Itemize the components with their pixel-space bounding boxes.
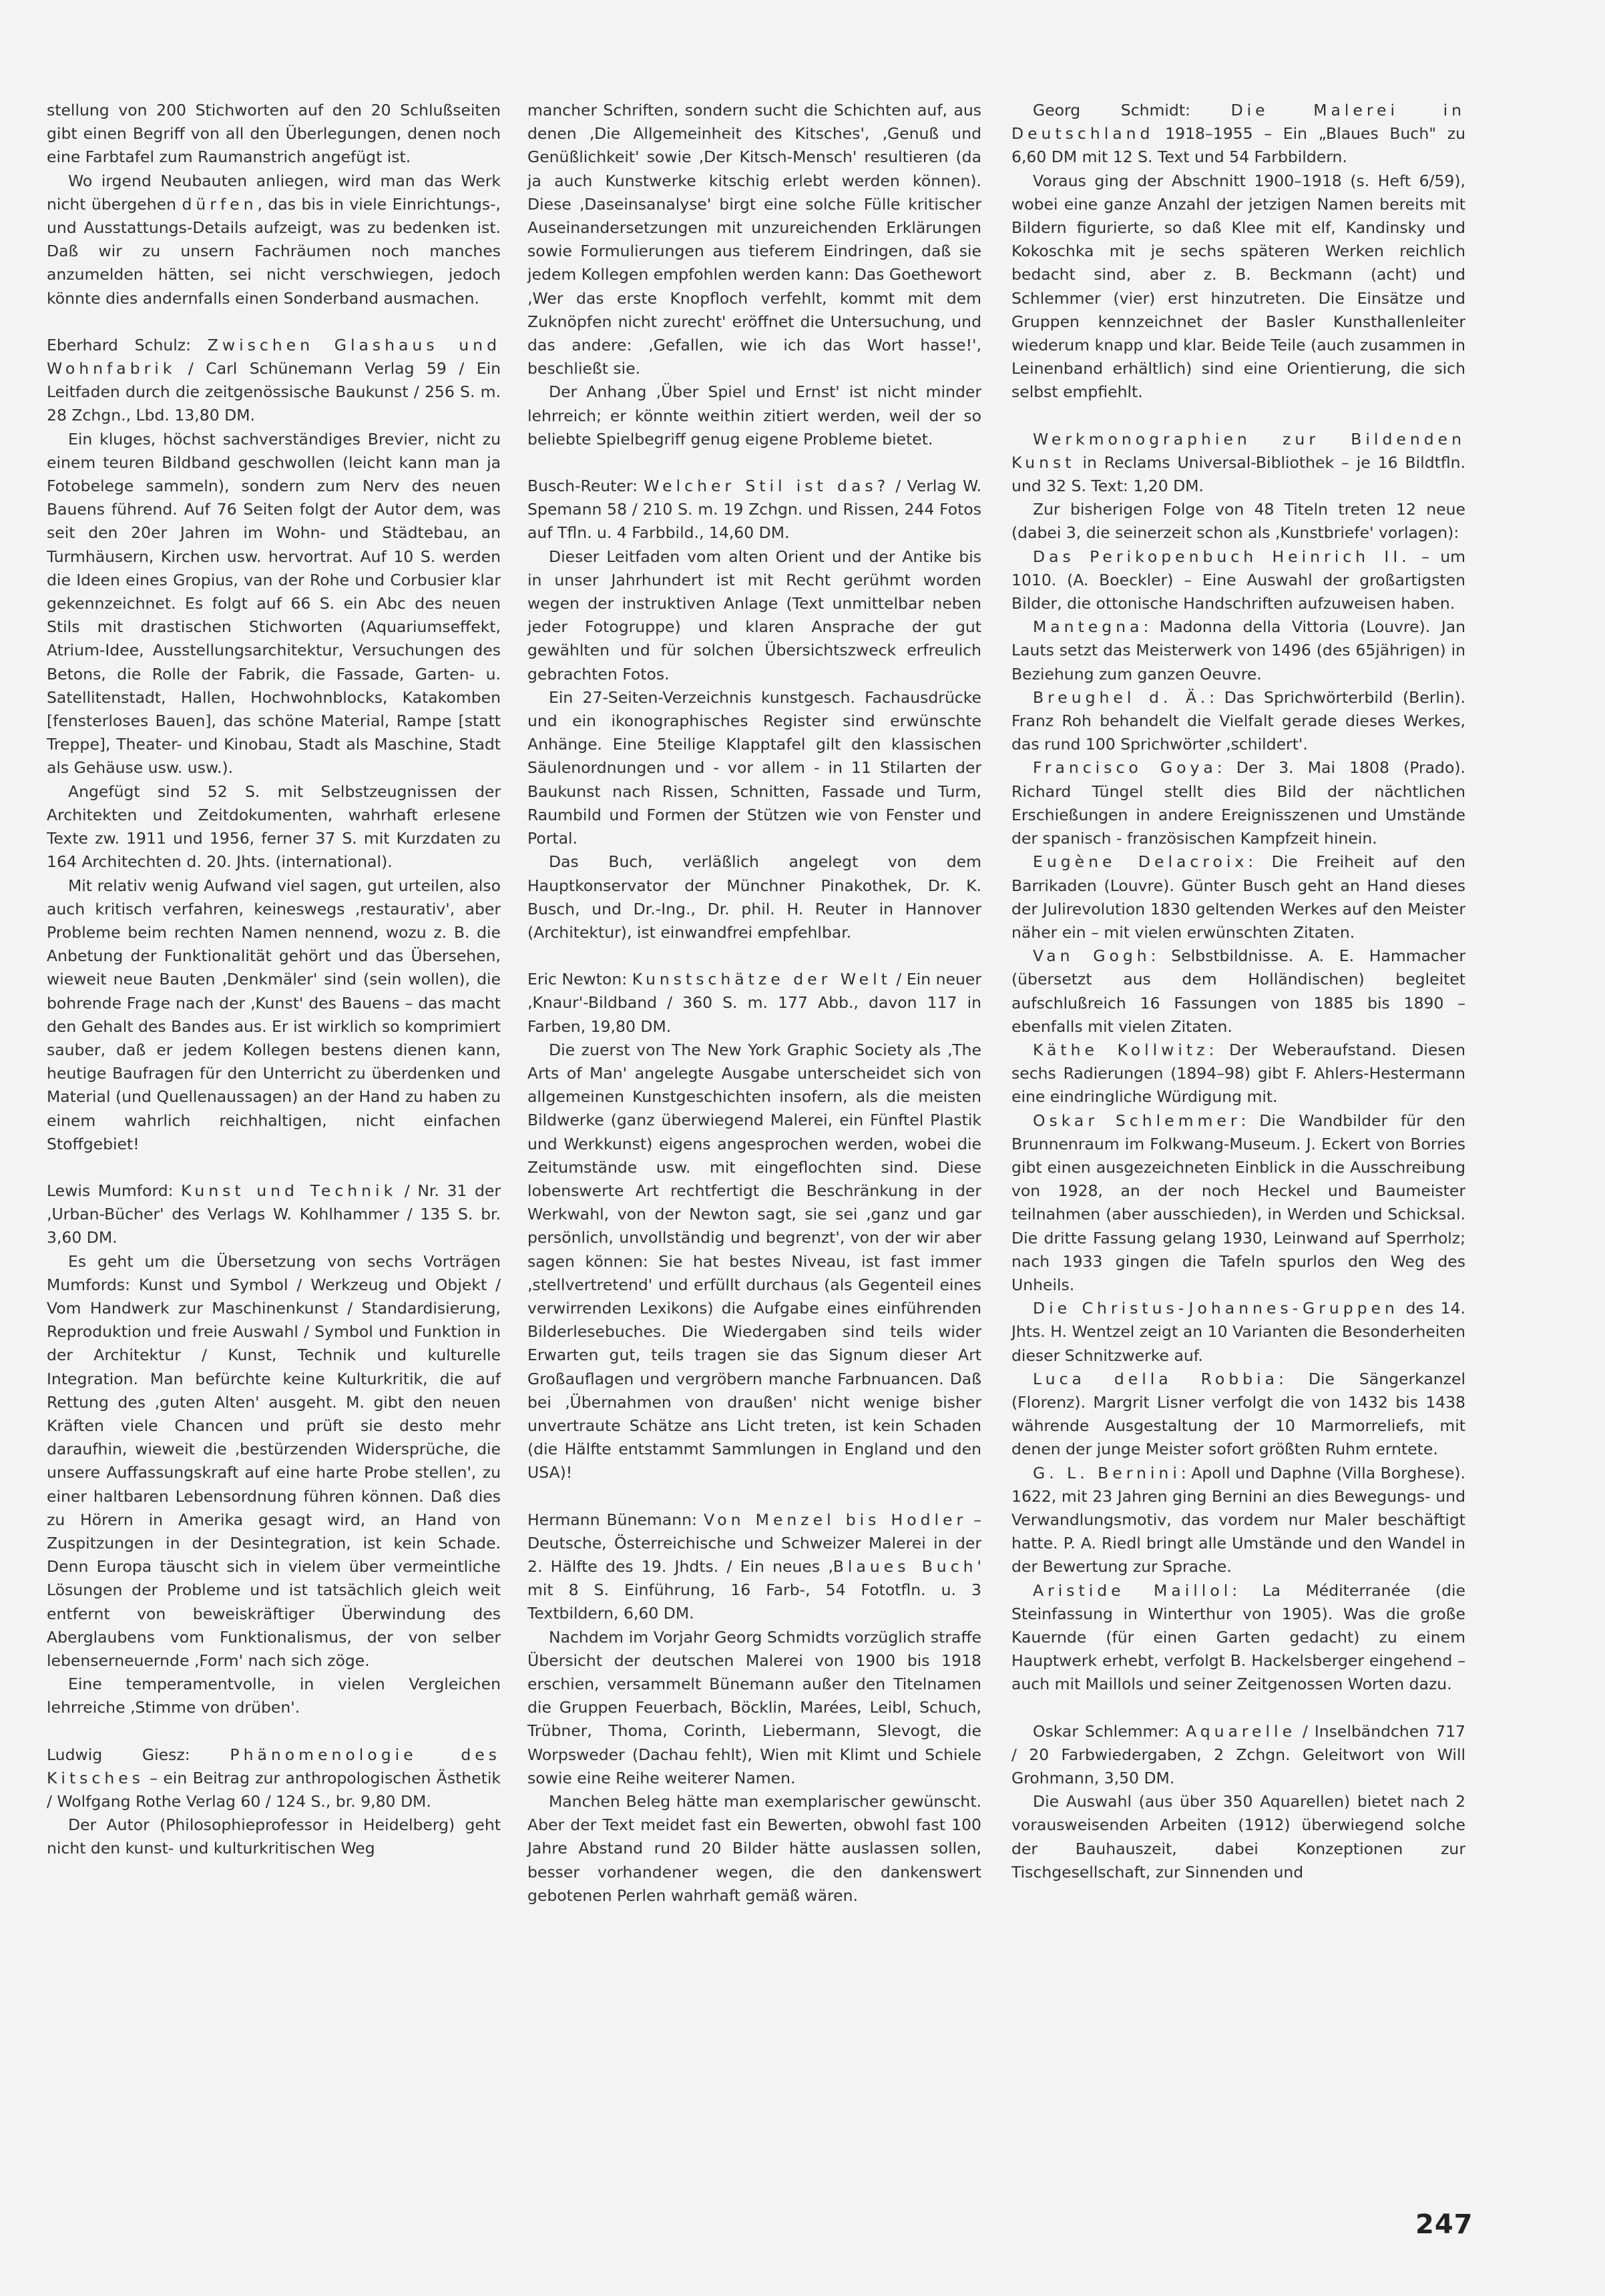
book-title: Zwischen Glashaus und Wohnfabrik [47,335,501,378]
item-name: Käthe Kollwitz [1033,1040,1209,1059]
paragraph: Mit relativ wenig Aufwand viel sagen, gut urteilen, also auch kritisch verfahren, keineswegs ‚restaurativ', aber Probleme beim rechten Namen nennend, wozu z. B. die Anbetung der Funktionalität gehört und das Übersehen, wieweit neue Bauten ‚Denkmäler' sind (sein wollen), die bohrende Frage nach der ‚Kunst' des Bauens – das macht den Gehalt des Bandes aus. Er ist wirklich so komprimiert sauber, daß er jedem Kollegen bestens dienen kann, heutige Baufragen für den Unterricht zu überdenken und Material (und Quellenaussagen) an der Hand zu haben zu einem wahrlich reichhaltigen, nicht einfachen Stoffgebiet! [47,876,501,1153]
paragraph: Die zuerst von The New York Graphic Society als ‚The Arts of Man' angelegte Ausgabe unterscheidet sich von allgemeinen Kunstgeschichten insofern, als die meisten Bildwerke (ganz überwiegend Malerei, ein Fünftel Plastik und Werkkunst) eigens angesprochen werden, wobei die Zeitumstände usw. mit eingeflochten sind. Diese lobenswerte Art rechtfertigt die Beschränkung in der Werkwahl, von der Newton sagt, sie sei ‚ganz und gar persönlich, unvollständig und begrenzt', von der wir aber sagen können: Sie hat bestes Niveau, ist fast immer ‚stellvertretend' und erfüllt durchaus (als Gegenteil eines verwirrenden Lexikons) die Aufgabe eines einführenden Bilderlesebuches. Die Wiedergaben sind teils wider Erwarten gut, teils tragen sie das Signum dieser Art Großauflagen und vergröbern manche Farbnuancen. Daß bei ‚Übernahmen von draußen' nicht wenige bisher unvertraute Schätze ans Licht treten, ist kein Schaden (die Hälfte entstammt Sammlungen in England und den USA)! [527,1040,981,1482]
paragraph: Angefügt sind 52 S. mit Selbstzeugnissen der Architekten und Zeitdokumenten, wahrhaft erlesene Texte zw. 1911 und 1956, ferner 37 S. mit Kurzdaten zu 164 Architechten d. 20. Jhts. (international). [47,782,501,872]
paragraph: Wo irgend Neubauten anliegen, wird man das Werk nicht übergehen dürfen, das bis in viele Einrichtungs-, und Ausstattungs-Details aufzeigt, was zu bedenken ist. Daß wir zu unsern Fachräumen noch manches anzumelden hätten, sei nicht verschwiegen, jedoch könnte dies andernfalls einen Sonderband ausmachen. [47,171,501,308]
paragraph: Ein kluges, höchst sachverständiges Brevier, nicht zu einem teuren Bildband geschwollen (leicht kann man ja Fotobelege sammeln), sondern zum Nerv des neuen Bauens führend. Auf 76 Seiten folgt der Autor dem, was seit den 20er Jahren im Wohn- und Städtebau, an Turmhäusern, Kirchen usw. hervortrat. Auf 10 S. werden die Ideen eines Gropius, van der Rohe und Corbusier klar gekennzeichnet. Es folgt auf 66 S. ein Abc des neuen Stils mit drastischen Stichworten (Aquariumseffekt, Atrium-Idee, Ausstellungsarchitektur, Versuchungen des Betons, die Rolle der Fabrik, die Fassade, Garten- u. Satellitenstadt, Hallen, Hochwohnblocks, Katakomben [fensterloses Bauen], das schöne Material, Rampe [statt Treppe], Theater- und Kinobau, Stadt als Maschine, Stadt als Gehäuse usw. usw.). [47,429,501,778]
paragraph: Nachdem im Vorjahr Georg Schmidts vorzüglich straffe Übersicht der deutschen Malerei von 1900 bis 1918 erschien, versammelt Bünemann außer den Titelnamen die Gruppen Feuerbach, Böcklin, Marées, Leibl, Schuch, Trübner, Thoma, Corinth, Liebermann, Slevogt, die Worpsweder (Dachau fehlt), Wien mit Klimt und Schiele sowie eine Reihe weiterer Namen. [527,1627,981,1787]
paragraph: Es geht um die Übersetzung von sechs Vorträgen Mumfords: Kunst und Symbol / Werkzeug und Objekt / Vom Handwerk zur Maschinenkunst / Standardisierung, Reproduktion und freie Auswahl / Symbol und Funktion in der Architektur / Kunst, Technik und kulturelle Integration. Man befürchte keine Kulturkritik, die auf Rettung des ‚guten Alten' ausgeht. M. gibt den neuen Kräften viele Chancen und prüft sie desto mehr daraufhin, wieweit die ‚bestürzenden Widersprüche, die unsere Auffassungskraft auf eine harte Probe stellen', zu einer haltbaren Lebensordnung führen können. Daß dies zu Hörern in Amerika gesagt wird, an Hand von Zuspitzungen in der Desintegration, ist kein Schade. Denn Europa täuscht sich in vielem über vermeintliche Lösungen der Probleme und ist tatsächlich gleich weit entfernt von beweiskräftiger Überwindung des Aberglaubens vom Funktionalismus, der von selber lebenserneuernde ‚Form' nach sich zöge. [47,1251,501,1670]
paragraph: Zur bisherigen Folge von 48 Titeln treten 12 neue (dabei 3, die seinerzeit schon als ‚Kunstbriefe' vorlagen): [1011,500,1465,543]
review-heading: Eberhard Schulz: Zwischen Glashaus und Wohnfabrik / Carl Schünemann Verlag 59 / Ein Leitfaden durch die zeitgenössische Baukunst / 256 S. m. 28 Zchgn., Lbd. 13,80 DM. [47,335,501,425]
list-item: Van Gogh: Selbstbildnisse. A. E. Hammacher (übersetzt aus dem Holländischen) begleitet aufschlußreich 16 Fassungen von 1885 bis 1890 – ebenfalls mit vielen Zitaten. [1011,946,1465,1036]
list-item: Breughel d. Ä.: Das Sprichwörterbild (Berlin). Franz Roh behandelt die Vielfalt gerade dieses Werkes, das rund 100 Sprichwörter ‚schildert'. [1011,687,1465,754]
book-title: Phänomenologie des Kitsches [47,1745,501,1787]
list-item: Aristide Maillol: La Méditerranée (die Steinfassung in Winterthur von 1905). Was die große Kauernde (für einen Garten gedacht) zu einem Hauptwerk erhebt, verfolgt B. Hackelsberger eingehend – auch mit Maillols und seiner Zeitgenossen Worten dazu. [1011,1581,1465,1694]
list-item: G. L. Bernini: Apoll und Daphne (Villa Borghese). 1622, mit 23 Jahren ging Bernini an dies Bewegungs- und Verwandlungsmotiv, das vordem nur Maler beschäftigt hatte. P. A. Riedl bringt alle Umstände und den Wandel in der Bewertung zur Sprache. [1011,1463,1465,1576]
book-title: Kunst und Technik [181,1181,397,1200]
item-name: Die Christus-Johannes-Gruppen [1033,1299,1399,1318]
review-heading: Hermann Bünemann: Von Menzel bis Hodler – Deutsche, Österreichische und Schweizer Malerei in der 2. Hälfte des 19. Jhdts. / Ein neues ‚Blaues Buch' mit 8 S. Einführung, 16 Farb-, 54 Fototfln. u. 3 Textbildern, 6,60 DM. [527,1510,981,1623]
review-heading: Eric Newton: Kunstschätze der Welt / Ein neuer ‚Knaur'-Bildband / 360 S. m. 177 Abb., davon 117 in Farben, 19,80 DM. [527,970,981,1036]
paragraph: Der Autor (Philosophieprofessor in Heidelberg) geht nicht den kunst- und kulturkritischen Weg [47,1815,501,1858]
paragraph: Die Auswahl (aus über 350 Aquarellen) bietet nach 2 vorausweisenden Arbeiten (1912) überwiegend solche der Bauhauszeit, dabei Konzeptionen zur Tischgesellschaft, zur Sinnenden und [1011,1792,1465,1882]
item-name: G. L. Bernini [1033,1463,1181,1482]
list-item: Das Perikopenbuch Heinrich II. – um 1010. (A. Boeckler) – Eine Auswahl der großartigsten Bilder, die ottonische Handschriften aufzuweisen haben. [1011,547,1465,613]
paragraph: mancher Schriften, sondern sucht die Schichten auf, aus denen ‚Die Allgemeinheit des Kitsches', ‚Genuß und Genüßlichkeit' sowie ‚Der Kitsch-Mensch' resultieren (da ja auch Kunstwerke kitschig erlebt werden können). Diese ‚Daseinsanalyse' birgt eine solche Fülle kritischer Auseinandersetzungen mit unzureichenden Erklärungen sowie Formulierungen aus tieferem Eindringen, daß sie jedem Kollegen empfohlen werden kann: Das Goethewort ‚Wer das erste Knopfloch verfehlt, kommt mit dem Zuknöpfen nicht zurecht' eröffnet die Untersuchung, und das andere: ‚Gefallen, wie ich das Wort hasse!', beschließt sie. [527,101,981,378]
item-name: Das Perikopenbuch Heinrich II. [1033,547,1411,566]
item-name: Francisco Goya [1033,758,1217,778]
review-heading: Oskar Schlemmer: Aquarelle / Inselbändchen 717 / 20 Farbwiedergaben, 2 Zchgn. Geleitwort von Will Grohmann, 3,50 DM. [1011,1721,1465,1788]
item-name: Mantegna [1033,617,1144,637]
book-title: Werkmonographien zur Bildenden Kunst [1011,429,1465,472]
item-name: Van Gogh [1033,946,1151,966]
column-right [1011,99,1465,1884]
paragraph: Ein 27-Seiten-Verzeichnis kunstgesch. Fachausdrücke und ein ikonographisches Register sind erwünschte Anhänge. Eine 5teilige Klapptafel gilt den klassischen Säulenordnungen und - vor allem - in 11 Stilarten der Baukunst nach Rissen, Schnitten, Fassade und Turm, Raumbild und Formen der Stützen wie von Fenster und Portal. [527,687,981,848]
item-name: Oskar Schlemmer [1033,1111,1241,1130]
review-heading: Busch-Reuter: Welcher Stil ist das? / Verlag W. Spemann 58 / 210 S. m. 19 Zchgn. und Rissen, 244 Fotos auf Tfln. u. 4 Farbbild., 14,60 DM. [527,477,981,543]
list-item: Eugène Delacroix: Die Freiheit auf den Barrikaden (Louvre). Günter Busch geht an Hand dieses der Julirevolution 1830 geltenden Werkes auf den Meister näher ein – mit vielen erwünschten Zitaten. [1011,852,1465,942]
column-left [47,99,501,1861]
paragraph: Dieser Leitfaden vom alten Orient und der Antike bis in unser Jahrhundert ist mit Recht gerühmt worden wegen der instruktiven Anlage (Text unmittelbar neben jeder Fotogruppe) und klaren Ansprache der gut gewählten und für solchen Übersichtszweck erfreulich gebrachten Fotos. [527,547,981,683]
list-item: Mantegna: Madonna della Vittoria (Louvre). Jan Lauts setzt das Meisterwerk von 1496 (des 65jährigen) in Beziehung zum ganzen Oeuvre. [1011,617,1465,683]
emphasis: dürfen [182,194,258,214]
book-title: Die Malerei in Deutschland [1011,101,1465,144]
list-item: Käthe Kollwitz: Der Weberaufstand. Diesen sechs Radierungen (1894–98) gibt F. Ahlers-Hestermann eine eindringliche Würdigung mit. [1011,1040,1465,1107]
item-name: Eugène Delacroix [1033,852,1248,872]
emphasis: Blaues Buch [833,1556,977,1576]
list-item: Die Christus-Johannes-Gruppen des 14. Jhts. H. Wentzel zeigt an 10 Varianten die Besonderheiten dieser Schnitzwerke auf. [1011,1299,1465,1365]
list-item: Francisco Goya: Der 3. Mai 1808 (Prado). Richard Tüngel stellt dies Bild der nächtlichen Erschießungen in andere Ereignisszenen und Umstände der spanisch - französischen Kampfzeit hinein. [1011,758,1465,848]
item-name: Aristide Maillol [1033,1581,1232,1600]
paragraph: Der Anhang ‚Über Spiel und Ernst' ist nicht minder lehrreich; er könnte weithin zitiert werden, weil der so beliebte Spielbegriff genug eigene Probleme bietet. [527,382,981,449]
review-heading: Georg Schmidt: Die Malerei in Deutschland 1918–1955 – Ein „Blaues Buch" zu 6,60 DM mit 12 S. Text und 54 Farbbildern. [1011,101,1465,167]
book-title: Aquarelle [1186,1721,1297,1741]
item-name: Breughel d. Ä. [1033,687,1210,707]
book-title: Welcher Stil ist das? [644,477,890,496]
review-heading: Werkmonographien zur Bildenden Kunst in Reclams Universal-Bibliothek – je 16 Bildtfln. und 32 S. Text: 1,20 DM. [1011,429,1465,496]
book-title: Kunstschätze der Welt [632,970,891,989]
list-item: Luca della Robbia: Die Sängerkanzel (Florenz). Margrit Lisner verfolgt die von 1432 bis 1438 währende Ausgestaltung der 10 Marmorreliefs, mit denen der junge Meister sofort größten Ruhm erntete. [1011,1369,1465,1459]
column-middle [527,99,981,1908]
paragraph: Das Buch, verläßlich angelegt von dem Hauptkonservator der Münchner Pinakothek, Dr. K. Busch, und Dr.-Ing., Dr. phil. H. Reuter in Hannover (Architektur), ist einwandfrei empfehlbar. [527,852,981,942]
review-heading: Ludwig Giesz: Phänomenologie des Kitsches – ein Beitrag zur anthropologischen Ästhetik / Wolfgang Rothe Verlag 60 / 124 S., br. 9,80 DM. [47,1745,501,1811]
list-item: Oskar Schlemmer: Die Wandbilder für den Brunnenraum im Folkwang-Museum. J. Eckert von Borries gibt einen ausgezeichneten Einblick in die Ausschreibung von 1928, an der noch Heckel und Baumeister teilnahmen (aber ausschieden), in Werden und Schicksal. Die dritte Fassung gelang 1930, Leinwand auf Sperrholz; nach 1933 gingen die Tafeln spurlos den Weg des Unheils. [1011,1111,1465,1294]
review-heading: Lewis Mumford: Kunst und Technik / Nr. 31 der ‚Urban-Bücher' des Verlags W. Kohlhammer / 135 S. br. 3,60 DM. [47,1181,501,1247]
paragraph: Voraus ging der Abschnitt 1900–1918 (s. Heft 6/59), wobei eine ganze Anzahl der jetzigen Namen bereits mit Bildern figurierte, so daß Klee mit elf, Kandinsky und Kokoschka mit je sechs späteren Werken reichlich bedacht sind, aber z. B. Beckmann (acht) und Schlemmer (vier) erst hinzutreten. Die Einsätze und Gruppen kennzeichnet der Basler Kunsthallenleiter wiederum knapp und klar. Beide Teile (auch zusammen in Leinenband erhältlich) sind eine Orientierung, die sich selbst empfiehlt. [1011,171,1465,402]
paragraph: Eine temperamentvolle, in vielen Vergleichen lehrreiche ‚Stimme von drüben'. [47,1675,501,1717]
paragraph: Manchen Beleg hätte man exemplarischer gewünscht. Aber der Text meidet fast ein Bewerten, obwohl fast 100 Jahre Abstand rund 20 Bilder hätte auslassen sollen, besser vorhandener wegen, die den dankenswert gebotenen Perlen wahrhaft gemäß wären. [527,1792,981,1905]
book-title: Von Menzel bis Hodler [704,1510,967,1529]
paragraph: stellung von 200 Stichworten auf den 20 Schlußseiten gibt einen Begriff von all den Überlegungen, denen noch eine Farbtafel zum Raumanstrich angefügt ist. [47,101,501,167]
item-name: Luca della Robbia [1033,1369,1279,1388]
page-number: 247 [1415,2209,1473,2240]
